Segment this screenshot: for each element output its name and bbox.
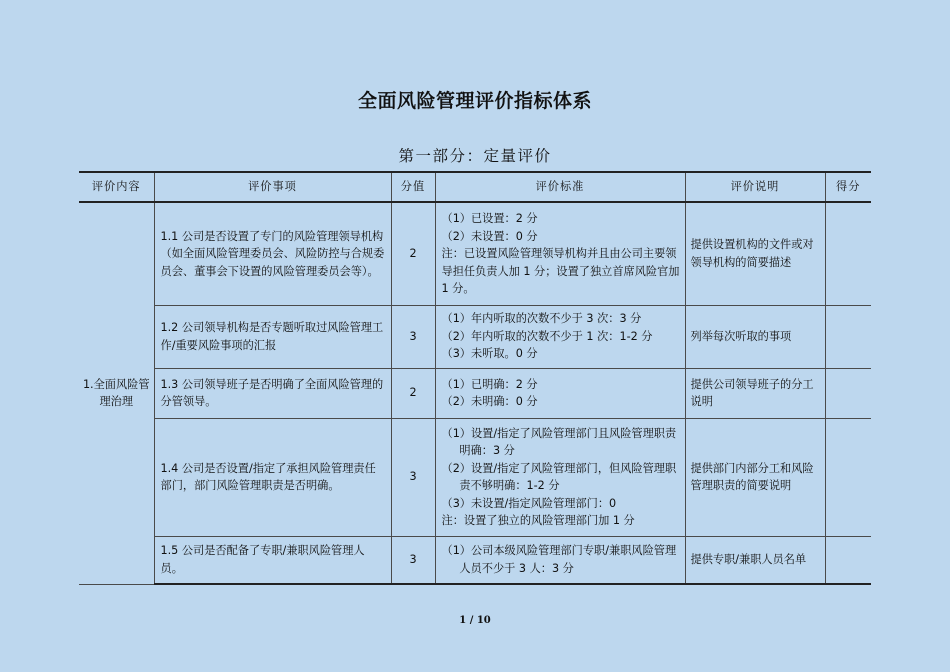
score-cell: 3 <box>391 305 435 368</box>
section-title: 第一部分：定量评价 <box>398 147 552 165</box>
table-row <box>79 418 871 536</box>
result-cell <box>825 368 871 418</box>
standard-line: （1）公司本级风险管理部门专职/兼职风险管理人员不少于 3 人：3 分 <box>441 544 677 575</box>
standard-cell <box>435 305 685 368</box>
description-cell: 提供公司领导班子的分工说明 <box>685 368 825 418</box>
score-cell: 2 <box>391 368 435 418</box>
item-cell: 1.5 公司是否配备了专职/兼职风险管理人员。 <box>154 536 391 584</box>
table-row <box>79 368 871 418</box>
score-cell: 3 <box>391 418 435 536</box>
page-indicator: 1 / 10 <box>459 615 491 626</box>
standard-line: （1）年内听取的次数不少于 3 次：3 分 <box>441 312 642 326</box>
category-cell: 1.全面风险管理治理 <box>79 202 154 584</box>
standard-note: 注：设置了独立的风险管理部门加 1 分 <box>441 514 635 527</box>
description-cell: 提供专职/兼职人员名单 <box>685 536 825 584</box>
item-cell: 1.2 公司领导机构是否专题听取过风险管理工作/重要风险事项的汇报 <box>154 305 391 368</box>
item-cell: 1.1 公司是否设置了专门的风险管理领导机构（如全面风险管理委员会、风险防控与合规委员会、董事会下设置的风险管理委员会等）。 <box>154 202 391 305</box>
header-description: 评价说明 <box>685 172 825 202</box>
header-result: 得分 <box>825 172 871 202</box>
result-cell <box>825 305 871 368</box>
standard-line: （3）未设置/指定风险管理部门：0 <box>441 496 617 510</box>
standard-line: （2）未明确：0 分 <box>441 395 538 408</box>
standard-line: （1）已设置：2 分 <box>441 212 538 225</box>
standard-cell <box>435 536 685 584</box>
description-cell: 提供部门内部分工和风险管理职责的简要说明 <box>685 418 825 536</box>
item-cell: 1.3 公司领导班子是否明确了全面风险管理的分管领导。 <box>154 368 391 418</box>
result-cell <box>825 536 871 584</box>
score-cell: 3 <box>391 536 435 584</box>
evaluation-table <box>79 171 871 585</box>
standard-cell <box>435 418 685 536</box>
result-cell <box>825 202 871 305</box>
standard-line: （1）已明确：2 分 <box>441 377 538 391</box>
standard-line: （1）设置/指定了风险管理部门且风险管理职责明确：3 分 <box>441 426 677 457</box>
table-row <box>79 305 871 368</box>
score-cell: 2 <box>391 202 435 305</box>
description-cell: 列举每次听取的事项 <box>685 305 825 368</box>
standard-line: （2）未设置：0 分 <box>441 229 538 243</box>
table-header-row <box>79 172 871 202</box>
standard-line: （3）未听取。0 分 <box>441 347 538 361</box>
standard-note: 注：已设置风险管理领导机构并且由公司主要领导担任负责人加 1 分；设置了独立首席风险官加 1 分。 <box>441 247 680 295</box>
header-standard: 评价标准 <box>435 172 685 202</box>
table-row <box>79 202 871 305</box>
standard-cell <box>435 368 685 418</box>
result-cell <box>825 418 871 536</box>
header-item: 评价事项 <box>154 172 391 202</box>
standard-line: （2）年内听取的次数不少于 1 次：1-2 分 <box>441 329 653 343</box>
header-score: 分值 <box>391 172 435 202</box>
standard-line: （2）设置/指定了风险管理部门，但风险管理职责不够明确：1-2 分 <box>441 461 677 492</box>
description-cell: 提供设置机构的文件或对领导机构的简要描述 <box>685 202 825 305</box>
standard-cell <box>435 202 685 305</box>
header-content: 评价内容 <box>79 172 154 202</box>
document-title: 全面风险管理评价指标体系 <box>357 90 592 112</box>
item-cell: 1.4 公司是否设置/指定了承担风险管理责任部门，部门风险管理职责是否明确。 <box>154 418 391 536</box>
table-row <box>79 536 871 584</box>
